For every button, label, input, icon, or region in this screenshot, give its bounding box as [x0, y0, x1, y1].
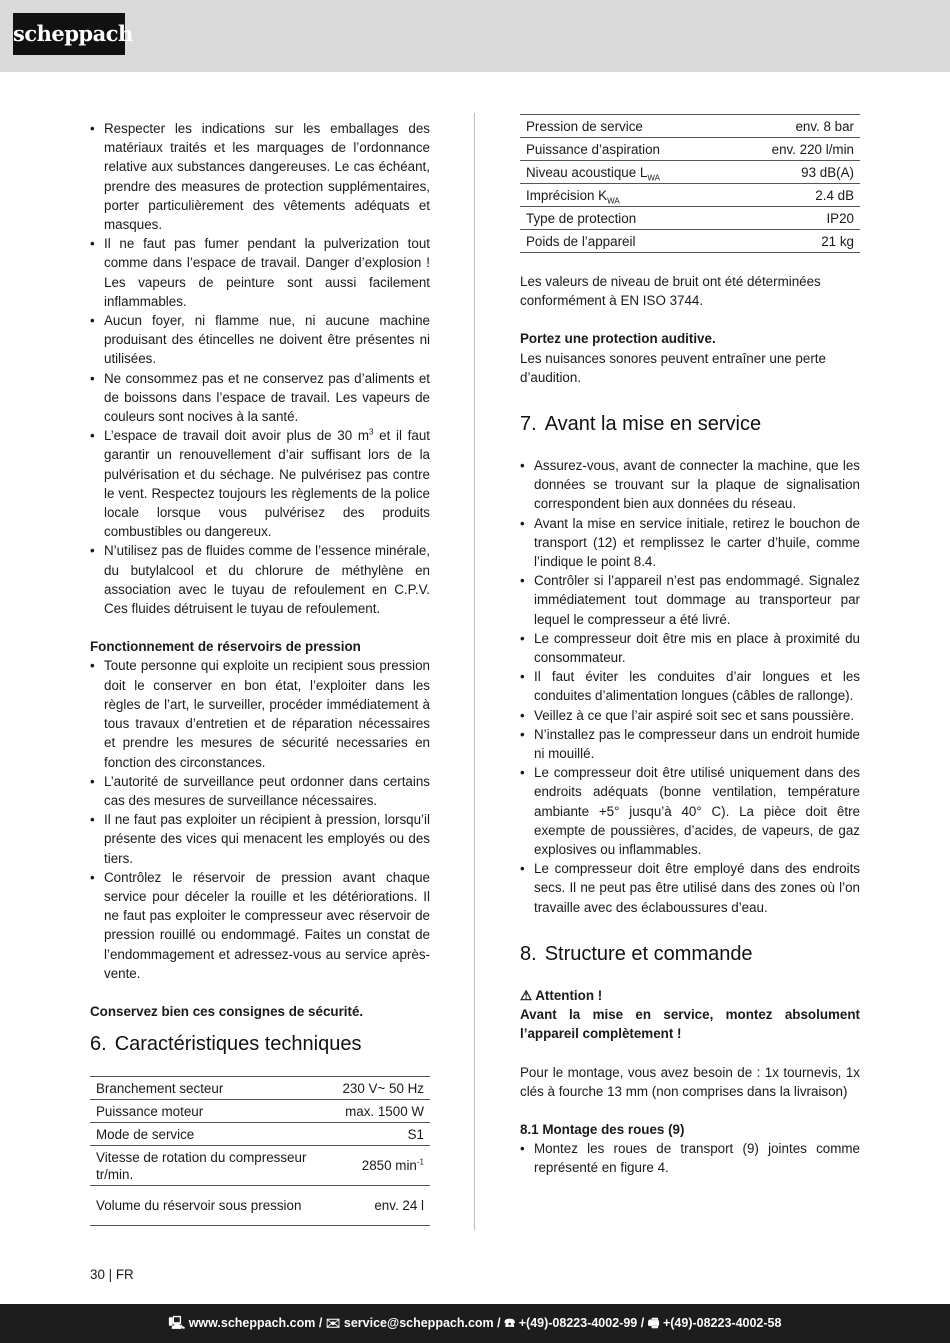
- spec-value: 21 kg: [727, 230, 861, 253]
- spec-label-text: Niveau acoustique L: [526, 164, 648, 180]
- table-row: [90, 1123, 430, 1146]
- envelope-icon: ✉: [325, 1316, 341, 1330]
- list-item: • Assurez-vous, avant de connecter la machine, que les données se trouvant sur la plaque de signalisation correspondent bien aux données du réseau.: [520, 456, 860, 514]
- list-item: • Toute personne qui exploite un recipient sous pression doit le conserver en bon état, l’exploiter dans les règles de l’art, le surveiller, procéder immédiatement à tous travaux d’entretien et de réparation nécessaires et prendre les mesures de sécurité necessaries en fonction des circonstances.: [90, 656, 430, 771]
- table-row: [520, 184, 860, 207]
- superscript: -1: [416, 1157, 424, 1167]
- spec-value: max. 1500 W: [336, 1100, 430, 1123]
- list-item-text: et il faut garantir un renouvellement d’air suffisant lors de la pulvérisation et du séchage. Ne pulvérisez pas contre le vent. Respectez toujours les règlements de la police locale lorsque vous pulvérisez des produits combustibles ou dangereux.: [104, 428, 430, 540]
- spec-label: Volume du réservoir sous pression: [90, 1186, 336, 1226]
- list-item: • L’autorité de surveillance peut ordonner dans certains cas des mesures de surveillance nécessaires.: [90, 772, 430, 810]
- mounting-text: Pour le montage, vous avez besoin de : 1x tournevis, 1x clés à fourche 13 mm (non comprises dans la livraison): [520, 1064, 860, 1099]
- list-item: • Contrôlez le réservoir de pression avant chaque service pour déceler la rouille et les détériorations. Il ne faut pas exploiter le compresseur avec réservoir de pression rouillé ou endommagé. Faites un constat de l’endommagement et adressez-vous au service après-vente.: [90, 868, 430, 983]
- footer-web-link[interactable]: www.scheppach.com: [188, 1316, 316, 1330]
- list-item: • N’installez pas le compresseur dans un endroit humide ni mouillé.: [520, 725, 860, 763]
- spec-value: env. 24 l: [336, 1186, 430, 1226]
- table-row: [90, 1146, 430, 1186]
- list-item: • Respecter les indications sur les emballages des matériaux traités et les marquages de l’ordonnance relative aux substances dangereuses. Le cas échéant, prendre des measures de protection supplémentaires, porter particulièrement des vêtements adéquats et masques.: [90, 119, 430, 234]
- spec-label: [520, 184, 727, 207]
- table-row: [90, 1186, 430, 1226]
- computer-icon: 🖳: [168, 1316, 186, 1330]
- column-divider: [474, 113, 475, 1230]
- keep-instructions-note: Conservez bien ces consignes de sécurité.: [90, 1003, 364, 1019]
- list-item: • N’utilisez pas de fluides comme de l’essence minérale, du butylalcool et du chlorure de méthylène en association avec le tuyau de refoulement en C.P.V. Ces fluides détruisent le tuyau de refoulement.: [90, 541, 430, 618]
- list-item: • Veillez à ce que l’air aspiré soit sec et sans poussière.: [520, 706, 860, 725]
- list-item: • Avant la mise en service initiale, retirez le bouchon de transport (12) et remplissez le carter d’huile, comme l’indique le point 8.4.: [520, 514, 860, 572]
- footer-email-link[interactable]: service@scheppach.com: [343, 1316, 494, 1330]
- footer-bar: 🖳 www.scheppach.com / ✉ service@scheppach.com / ☎ +(49)-08223-4002-99 / 🖷 +(49)-08223-4002-58: [0, 1304, 950, 1343]
- specs-table-right: [520, 114, 860, 253]
- superscript: 3: [369, 427, 374, 437]
- table-row: [520, 207, 860, 230]
- spec-value: IP20: [727, 207, 861, 230]
- noise-note: Les valeurs de niveau de bruit ont été déterminées conformément à EN ISO 3744.: [520, 274, 821, 309]
- list-item: • Aucun foyer, ni flamme nue, ni aucune machine produisant des étincelles ne doivent être présentes ni utilisées.: [90, 311, 430, 369]
- section-6-heading: [90, 1031, 430, 1057]
- table-row: [520, 230, 860, 253]
- footer-fax: +(49)-08223-4002-58: [662, 1316, 782, 1330]
- attention-label: Attention !: [535, 987, 603, 1003]
- section-title: Avant la mise en service: [544, 413, 762, 436]
- page-number-value: 30: [90, 1267, 105, 1282]
- spec-value: 230 V~ 50 Hz: [336, 1077, 430, 1100]
- attention-text: Avant la mise en service, montez absolument l’appareil complètement !: [520, 1007, 860, 1042]
- warning-icon: ⚠: [520, 987, 533, 1003]
- list-item: • Ne consommez pas et ne conservez pas d’aliments et de boissons dans l’espace de travail. Les vapeurs de couleurs sont nocives à la santé.: [90, 369, 430, 427]
- subsection-8-1-heading: 8.1 Montage des roues (9): [520, 1121, 685, 1137]
- spec-label: Poids de l’appareil: [520, 230, 727, 253]
- list-item: [90, 426, 430, 541]
- wheels-bullet-list: [520, 1139, 860, 1177]
- spec-value: 93 dB(A): [727, 161, 861, 184]
- list-item: • Le compresseur doit être employé dans des endroits secs. Il ne peut pas être utilisé dans des zones où l’on travaille avec des éclaboussures d’eau.: [520, 859, 860, 917]
- safety-bullet-list: [90, 119, 430, 618]
- subscript: WA: [607, 196, 620, 206]
- pressure-heading: Fonctionnement de réservoirs de pression: [90, 639, 361, 655]
- left-column: [90, 119, 430, 1226]
- spec-label: Mode de service: [90, 1123, 336, 1146]
- subscript: WA: [647, 173, 660, 183]
- list-item: • Montez les roues de transport (9) jointes comme représenté en figure 4.: [520, 1139, 860, 1177]
- table-row: [90, 1077, 430, 1100]
- phone-icon: ☎: [504, 1316, 516, 1330]
- section-title: Caractéristiques techniques: [114, 1033, 362, 1056]
- spec-value: env. 220 l/min: [727, 138, 861, 161]
- spec-label-text: Imprécision K: [526, 187, 608, 203]
- specs-table-left: [90, 1076, 430, 1226]
- spec-value: [336, 1146, 430, 1186]
- fax-icon: 🖷: [647, 1316, 660, 1330]
- section-number: 8.: [520, 942, 537, 965]
- section-title: Structure et commande: [544, 942, 753, 965]
- table-row: [520, 115, 860, 138]
- list-item-text: L’espace de travail doit avoir plus de 30 m: [104, 428, 370, 444]
- right-column: [520, 114, 860, 1178]
- list-item: • Le compresseur doit être utilisé uniquement dans des endroits adéquats (bonne ventilation, température ambiante +5° jusqu’à 40° C). La pièce doit être exempte de poussières, d’acides, de vapeurs, de gaz explosives ou inflammables.: [520, 763, 860, 859]
- scheppach-logo: scheppach: [13, 13, 125, 55]
- hearing-protection-text: Les nuisances sonores peuvent entraîner une perte d’audition.: [520, 350, 826, 385]
- section-8-heading: [520, 941, 860, 967]
- table-row: [520, 138, 860, 161]
- spec-value: env. 8 bar: [727, 115, 861, 138]
- spec-label: Type de protection: [520, 207, 727, 230]
- page-number: 30 | FR: [90, 1267, 134, 1282]
- hearing-protection-heading: Portez une protection auditive.: [520, 331, 716, 347]
- spec-value: 2.4 dB: [727, 184, 861, 207]
- table-row: [520, 161, 860, 184]
- spec-label: Puissance moteur: [90, 1100, 336, 1123]
- list-item: • Contrôler si l’appareil n’est pas endommagé. Signalez immédiatement tout dommage au transporteur par lequel le compresseur a été livré.: [520, 571, 860, 629]
- spec-value: S1: [336, 1123, 430, 1146]
- spec-label: [520, 161, 727, 184]
- spec-label: Pression de service: [520, 115, 727, 138]
- spec-label: Puissance d’aspiration: [520, 138, 727, 161]
- header-bar: [0, 0, 950, 72]
- list-item: • Il ne faut pas fumer pendant la pulverization tout comme dans l’espace de travail. Danger d’explosion ! Les vapeurs de peinture sont aussi facilement inflammables.: [90, 234, 430, 311]
- section-number: 7.: [520, 413, 537, 436]
- spec-label: Branchement secteur: [90, 1077, 336, 1100]
- section-7-heading: [520, 411, 860, 437]
- footer-phone: +(49)-08223-4002-99: [518, 1316, 638, 1330]
- spec-label: Vitesse de rotation du compresseur tr/min.: [90, 1146, 336, 1186]
- attention-line: [520, 986, 860, 1005]
- spec-value-text: 2850 min: [361, 1158, 417, 1174]
- page-language: FR: [115, 1267, 134, 1282]
- before-service-bullet-list: [520, 456, 860, 917]
- list-item: • Il faut éviter les conduites d’air longues et les conduites d’alimentation longues (câbles de rallonge).: [520, 667, 860, 705]
- list-item: • Il ne faut pas exploiter un récipient à pression, lorsqu’il présente des vices qui menacent les employés ou des tiers.: [90, 810, 430, 868]
- table-row: [90, 1100, 430, 1123]
- pressure-bullet-list: [90, 656, 430, 982]
- list-item: • Le compresseur doit être mis en place à proximité du consommateur.: [520, 629, 860, 667]
- section-number: 6.: [90, 1033, 107, 1056]
